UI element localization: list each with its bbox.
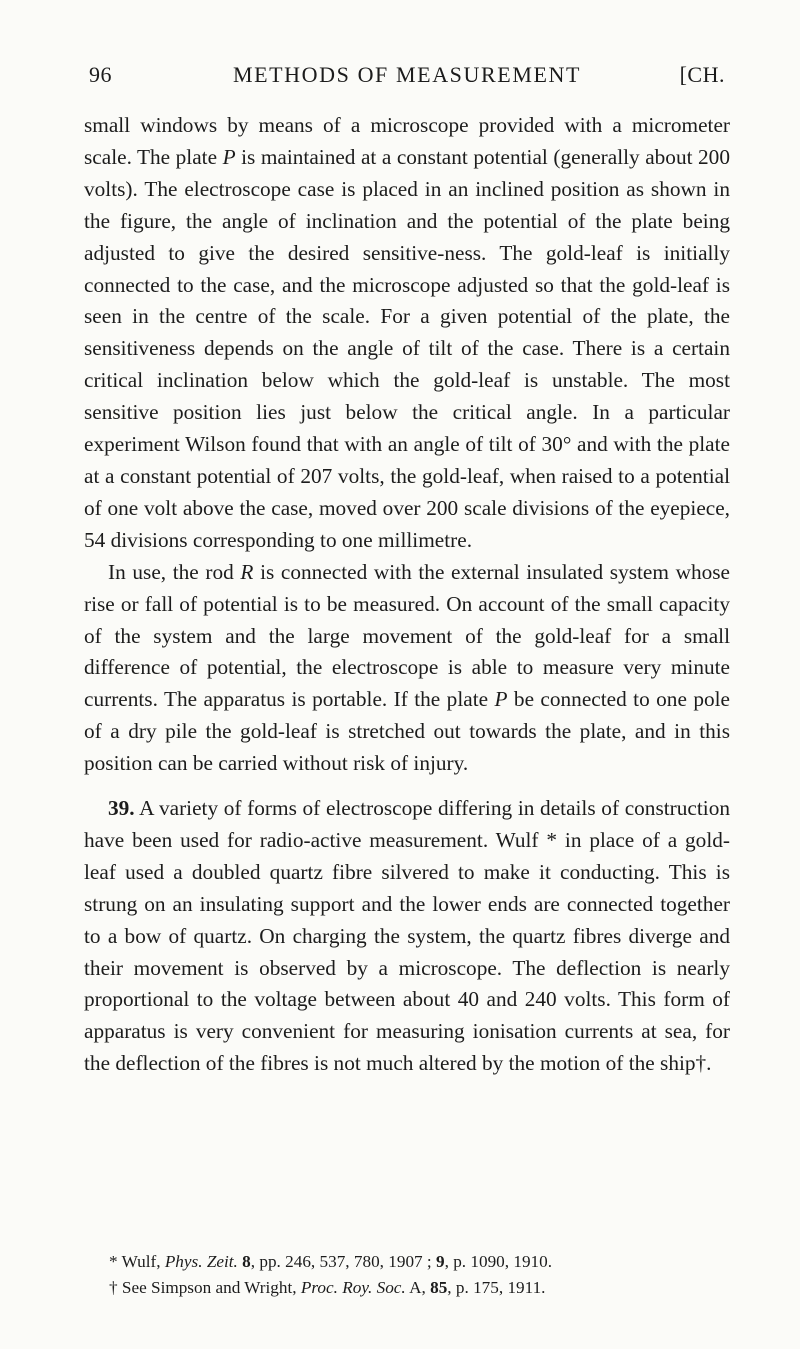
text-run: A variety of forms of electroscope differing in details of construction have been used for radio-active measurement. Wulf * in place of a gold-leaf used a doubled quartz fibre silvered to make it conducting. This is strung on an insulating support and the lower ends are connected together to a bow of quartz. On charging the system, the quartz fibres diverge and their movement is observed by a microscope. The deflection is nearly proportional to the voltage between about 40 and 240 volts. This form of apparatus is very convenient for measuring ionisation currents at sea, for the deflection of the fibres is not much altered by the motion of the ship†. bbox=[84, 796, 730, 1076]
text-run: small windows by means of a microscope provided with a micrometer scale. The plate bbox=[84, 113, 730, 169]
text-run: be connected to one pole of a dry pile the gold-leaf is stretched out towards the plate, and in this position can be carried without risk of injury. bbox=[84, 687, 730, 776]
body-text bbox=[84, 110, 730, 1080]
italic-run: Phys. Zeit. bbox=[164, 1252, 238, 1271]
italic-run: Proc. Roy. Soc. bbox=[300, 1278, 406, 1297]
text-run: is connected with the external insulated system whose rise or fall of potential is to be measured. On account of the small capacity of the system and the large movement of the gold-leaf for a small difference of potential, the electroscope is able to measure very minute currents. The apparatus is portable. If the plate bbox=[84, 559, 730, 712]
italic-run: R bbox=[240, 559, 254, 584]
text-run: A, bbox=[405, 1278, 431, 1297]
text-run: , pp. 246, 537, 780, 1907 ; bbox=[250, 1252, 436, 1271]
footnote-2 bbox=[84, 1275, 730, 1301]
footnote-1 bbox=[84, 1249, 730, 1275]
italic-run: P bbox=[222, 144, 236, 169]
bold-run: 85 bbox=[430, 1278, 448, 1297]
bold-run: 9 bbox=[436, 1252, 445, 1271]
text-run: is maintained at a constant potential (generally about 200 volts). The electroscope case is placed in an inclined position as shown in the figure, the angle of inclination and the potential of the plate being adjusted to give the desired sensitive-ness. The gold-leaf is initially connected to the case, and the microscope adjusted so that the gold-leaf is seen in the centre of the scale. For a given potential of the plate, the sensitiveness depends on the angle of tilt of the case. There is a certain critical inclination below which the gold-leaf is unstable. The most sensitive position lies just below the critical angle. In a particular experiment Wilson found that with an angle of tilt of 30° and with the plate at a constant potential of 207 volts, the gold-leaf, when raised to a potential of one volt above the case, moved over 200 scale divisions of the eyepiece, 54 divisions corresponding to one millimetre. bbox=[84, 144, 730, 552]
text-run: , p. 175, 1911. bbox=[447, 1278, 546, 1297]
text-run: † See Simpson and Wright, bbox=[109, 1278, 301, 1297]
section-39-paragraph bbox=[84, 793, 730, 1080]
text-run: In use, the rod bbox=[108, 559, 241, 584]
paragraph-1 bbox=[84, 110, 730, 557]
chapter-marker: [CH. bbox=[679, 62, 725, 87]
text-run: , p. 1090, 1910. bbox=[444, 1252, 553, 1271]
paragraph-2 bbox=[84, 557, 730, 780]
footnotes bbox=[84, 1249, 730, 1301]
bold-run: 39. bbox=[108, 796, 135, 821]
bold-run: 8 bbox=[242, 1252, 251, 1271]
running-title: METHODS OF MEASUREMENT bbox=[232, 62, 582, 87]
running-header bbox=[89, 62, 725, 96]
page-number: 96 bbox=[89, 62, 112, 87]
italic-run: P bbox=[494, 687, 508, 712]
text-run: * Wulf, bbox=[109, 1252, 165, 1271]
